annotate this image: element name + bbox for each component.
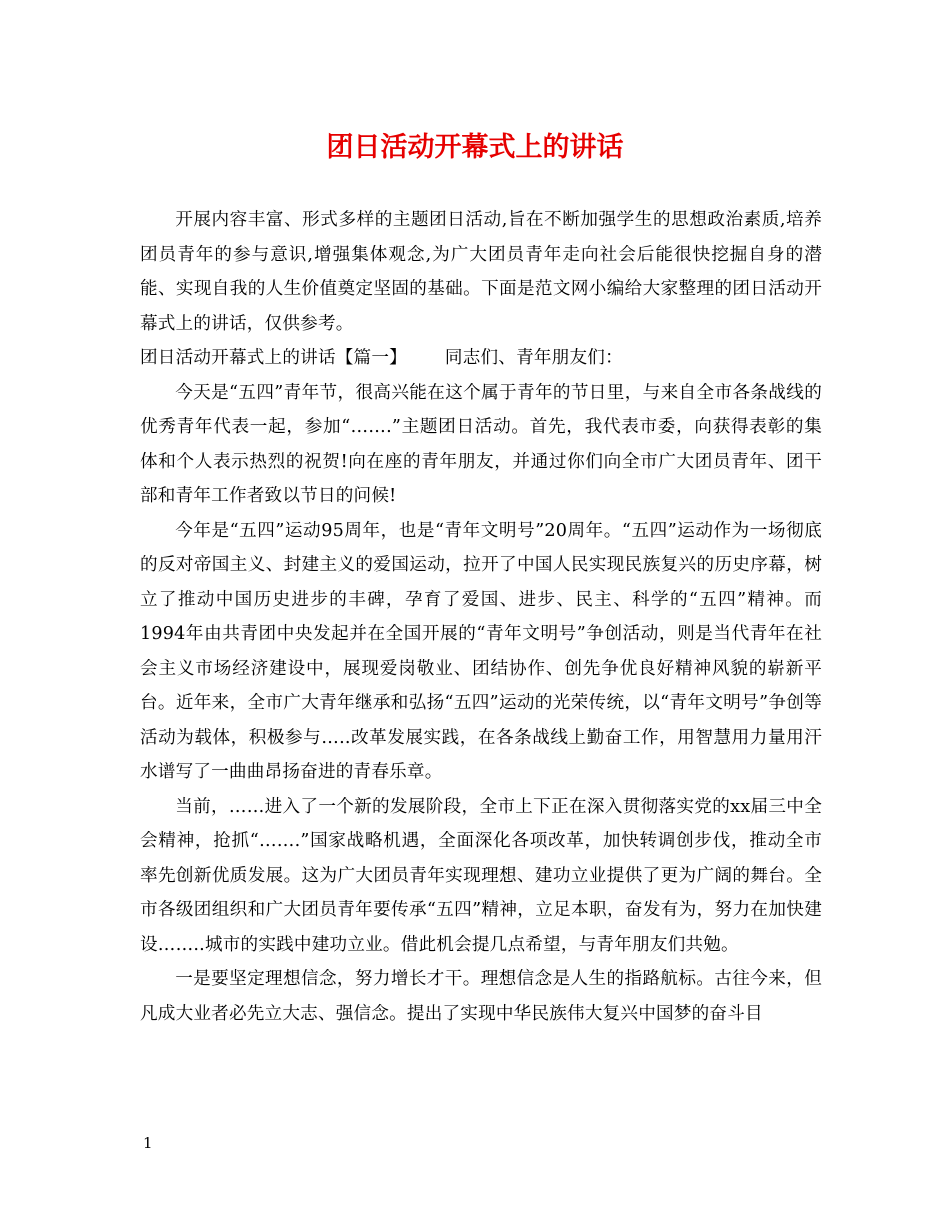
paragraph-4: 当前，……进入了一个新的发展阶段，全市上下正在深入贯彻落实党的xx届三中全会精神，抢抓“…….”国家战略机遇，全面深化各项改革，加快转调创步伐，推动全市率先创新优质发展。这为广大团员青年实现理想、建功立业提供了更为广阔的舞台。全市各级团组织和广大团员青年要传承“五四”精神，立足本职，奋发有为，努力在加快建设……..城市的实践中建功立业。借此机会提几点希望，与青年朋友们共勉。 xyxy=(140,796,822,955)
page-number: 1 xyxy=(143,1134,153,1152)
paragraph-5: 一是要坚定理想信念，努力增长才干。理想信念是人生的指路航标。古往今来，但凡成大业者必先立大志、强信念。提出了实现中华民族伟大复兴中国梦的奋斗目 xyxy=(140,969,822,1024)
paragraph-2: 今天是“五四”青年节，很高兴能在这个属于青年的节日里，与来自全市各条战线的优秀青年代表一起，参加“…….”主题团日活动。首先，我代表市委，向获得表彰的集体和个人表示热烈的祝贺!向在座的青年朋友，并通过你们向全市广大团员青年、团干部和青年工作者致以节日的问候! xyxy=(140,382,822,506)
greeting: 同志们、青年朋友们： xyxy=(444,348,623,368)
document-body xyxy=(140,203,822,1031)
document-title: 团日活动开幕式上的讲话 xyxy=(326,132,624,163)
paragraph-intro: 开展内容丰富、形式多样的主题团日活动,旨在不断加强学生的思想政治素质,培养团员青年的参与意识,增强集体观念,为广大团员青年走向社会后能很快挖掘自身的潜能、实现自我的人生价值奠定坚固的基础。下面是范文网小编给大家整理的团日活动开幕式上的讲话，仅供参考。 xyxy=(140,210,822,334)
section-heading-line xyxy=(140,341,822,376)
section-heading: 团日活动开幕式上的讲话【篇一】 xyxy=(140,348,407,368)
paragraph-3: 今年是“五四”运动95周年，也是“青年文明号”20周年。“五四”运动作为一场彻底的反对帝国主义、封建主义的爱国运动，拉开了中国人民实现民族复兴的历史序幕，树立了推动中国历史进步的丰碑，孕育了爱国、进步、民主、科学的“五四”精神。而1994年由共青团中央发起并在全国开展的“青年文明号”争创活动，则是当代青年在社会主义市场经济建设中，展现爱岗敬业、团结协作、创先争优良好精神风貌的崭新平台。近年来，全市广大青年继承和弘扬“五四”运动的光荣传统，以“青年文明号”争创等活动为载体，积极参与…..改革发展实践，在各条战线上勤奋工作，用智慧用力量用汗水谱写了一曲曲昂扬奋进的青春乐章。 xyxy=(140,520,822,782)
